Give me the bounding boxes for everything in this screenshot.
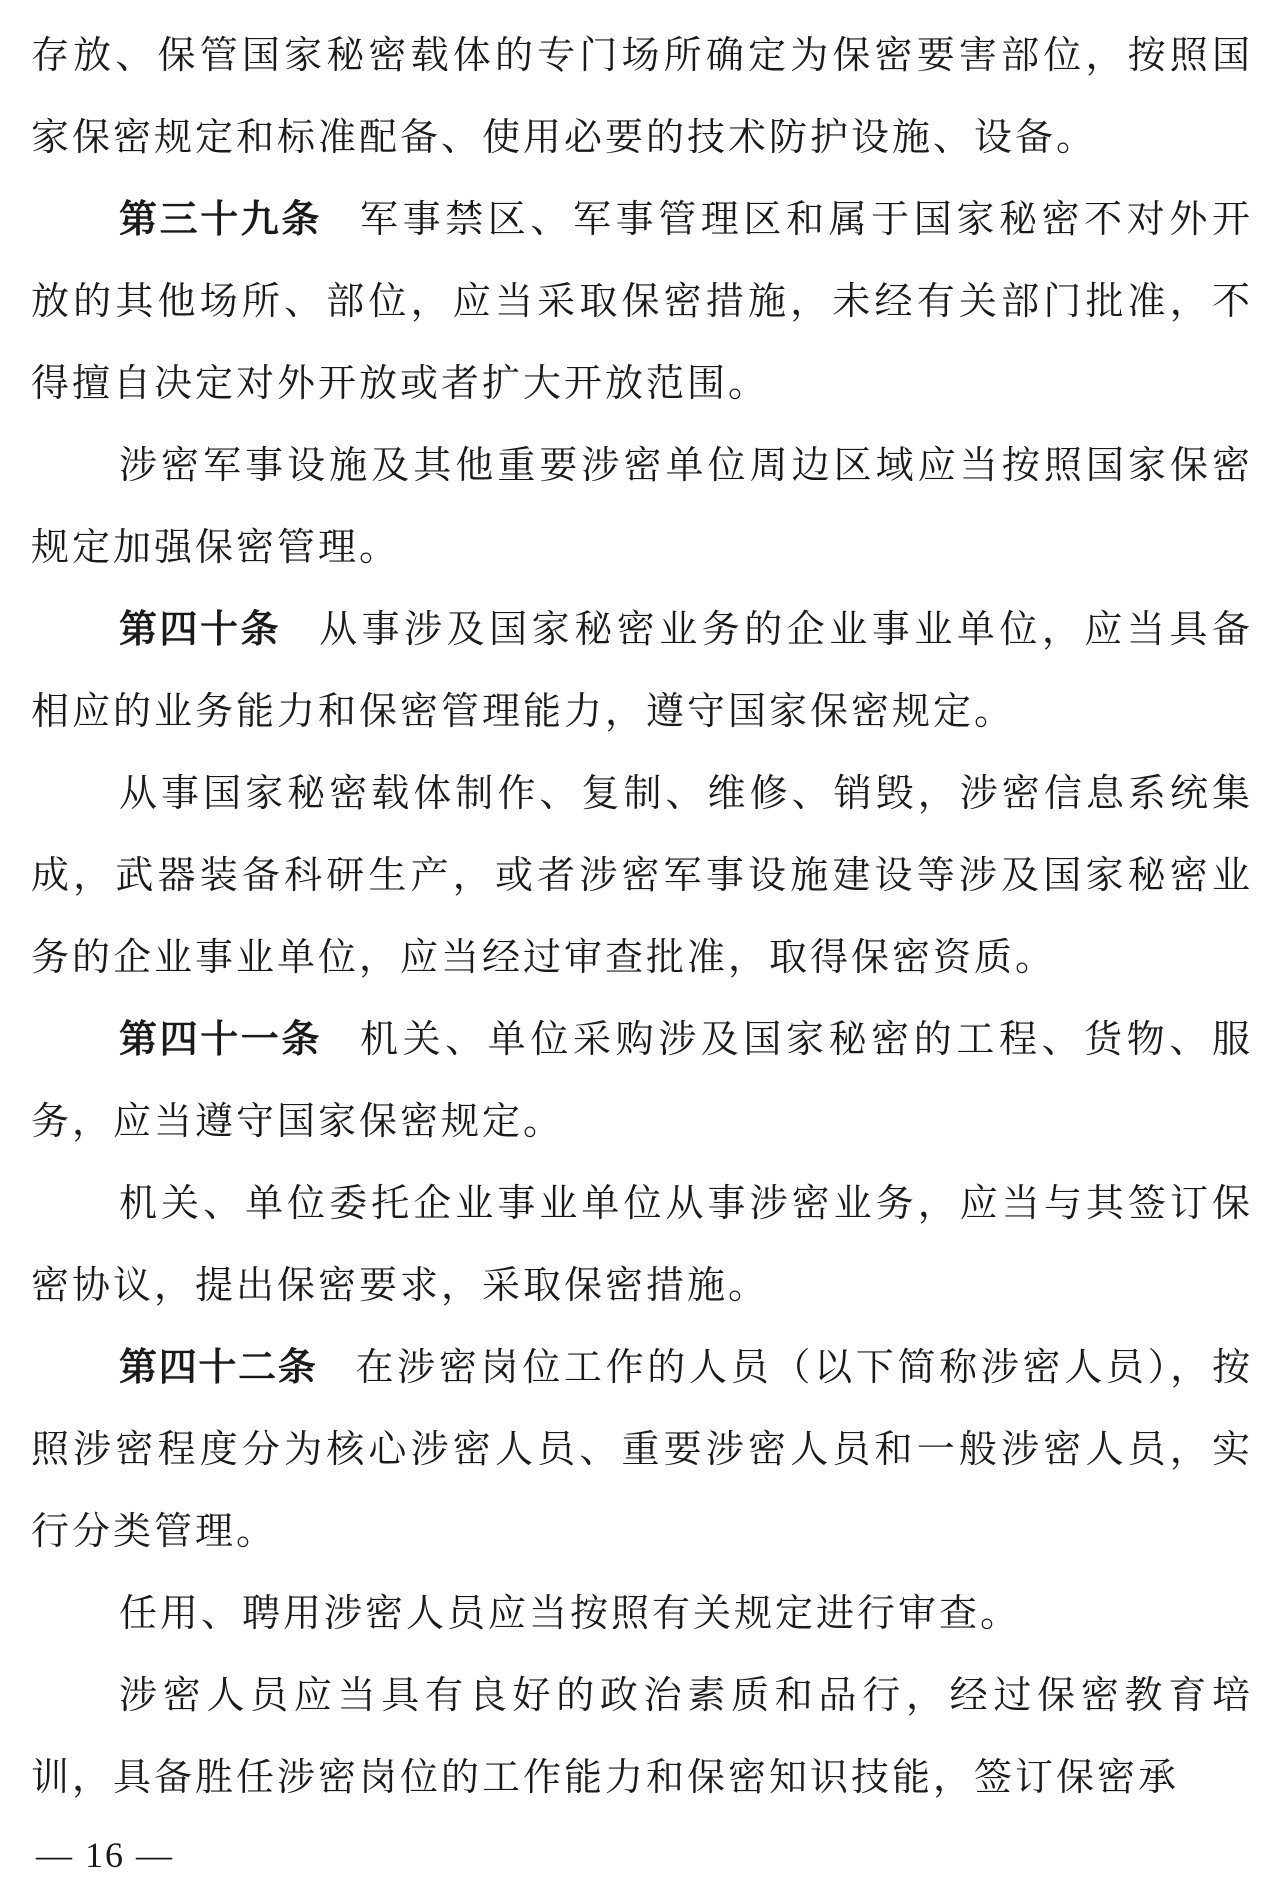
paragraph-text: 从事国家秘密载体制作、复制、维修、销毁，涉密信息系统集成，武器装备科研生产，或者涉密军事设施建设等涉及国家秘密业务的企业事业单位，应当经过审查批准，取得保密资质。 xyxy=(31,771,1253,979)
paragraph-text: 涉密人员应当具有良好的政治素质和品行，经过保密教育培训，具备胜任涉密岗位的工作能力和保密知识技能，签订保密承 xyxy=(31,1673,1253,1799)
paragraph-text: 从事涉及国家秘密业务的企业事业单位，应当具备相应的业务能力和保密管理能力，遵守国家保密规定。 xyxy=(31,607,1253,733)
paragraph xyxy=(31,1654,1253,1818)
paragraph xyxy=(31,752,1253,998)
article-number: 第四十二条 xyxy=(119,1345,318,1389)
paragraph-text: 在涉密岗位工作的人员（以下简称涉密人员），按照涉密程度分为核心涉密人员、重要涉密人员和一般涉密人员，实行分类管理。 xyxy=(31,1345,1253,1553)
paragraph-text: 涉密军事设施及其他重要涉密单位周边区域应当按照国家保密规定加强保密管理。 xyxy=(31,443,1253,569)
document-body xyxy=(31,14,1253,1818)
paragraph xyxy=(31,1572,1253,1654)
paragraph-text: 任用、聘用涉密人员应当按照有关规定进行审查。 xyxy=(119,1591,1022,1635)
article-42 xyxy=(31,1326,1253,1572)
paragraph xyxy=(31,424,1253,588)
paragraph-text: 存放、保管国家秘密载体的专门场所确定为保密要害部位，按照国家保密规定和标准配备、使用必要的技术防护设施、设备。 xyxy=(31,33,1253,159)
article-39 xyxy=(31,178,1253,424)
paragraph-text: 军事禁区、军事管理区和属于国家秘密不对外开放的其他场所、部位，应当采取保密措施，未经有关部门批准，不得擅自决定对外开放或者扩大开放范围。 xyxy=(31,197,1253,405)
article-number: 第四十条 xyxy=(119,607,282,651)
article-40 xyxy=(31,588,1253,752)
paragraph-text: 机关、单位委托企业事业单位从事涉密业务，应当与其签订保密协议，提出保密要求，采取保密措施。 xyxy=(31,1181,1253,1307)
page-number: — 16 — xyxy=(36,1835,174,1875)
paragraph-text: 机关、单位采购涉及国家秘密的工程、货物、服务，应当遵守国家保密规定。 xyxy=(31,1017,1253,1143)
article-number: 第四十一条 xyxy=(119,1017,322,1061)
article-41 xyxy=(31,998,1253,1162)
article-number: 第三十九条 xyxy=(119,197,322,241)
paragraph-continuation xyxy=(31,14,1253,178)
paragraph xyxy=(31,1162,1253,1326)
